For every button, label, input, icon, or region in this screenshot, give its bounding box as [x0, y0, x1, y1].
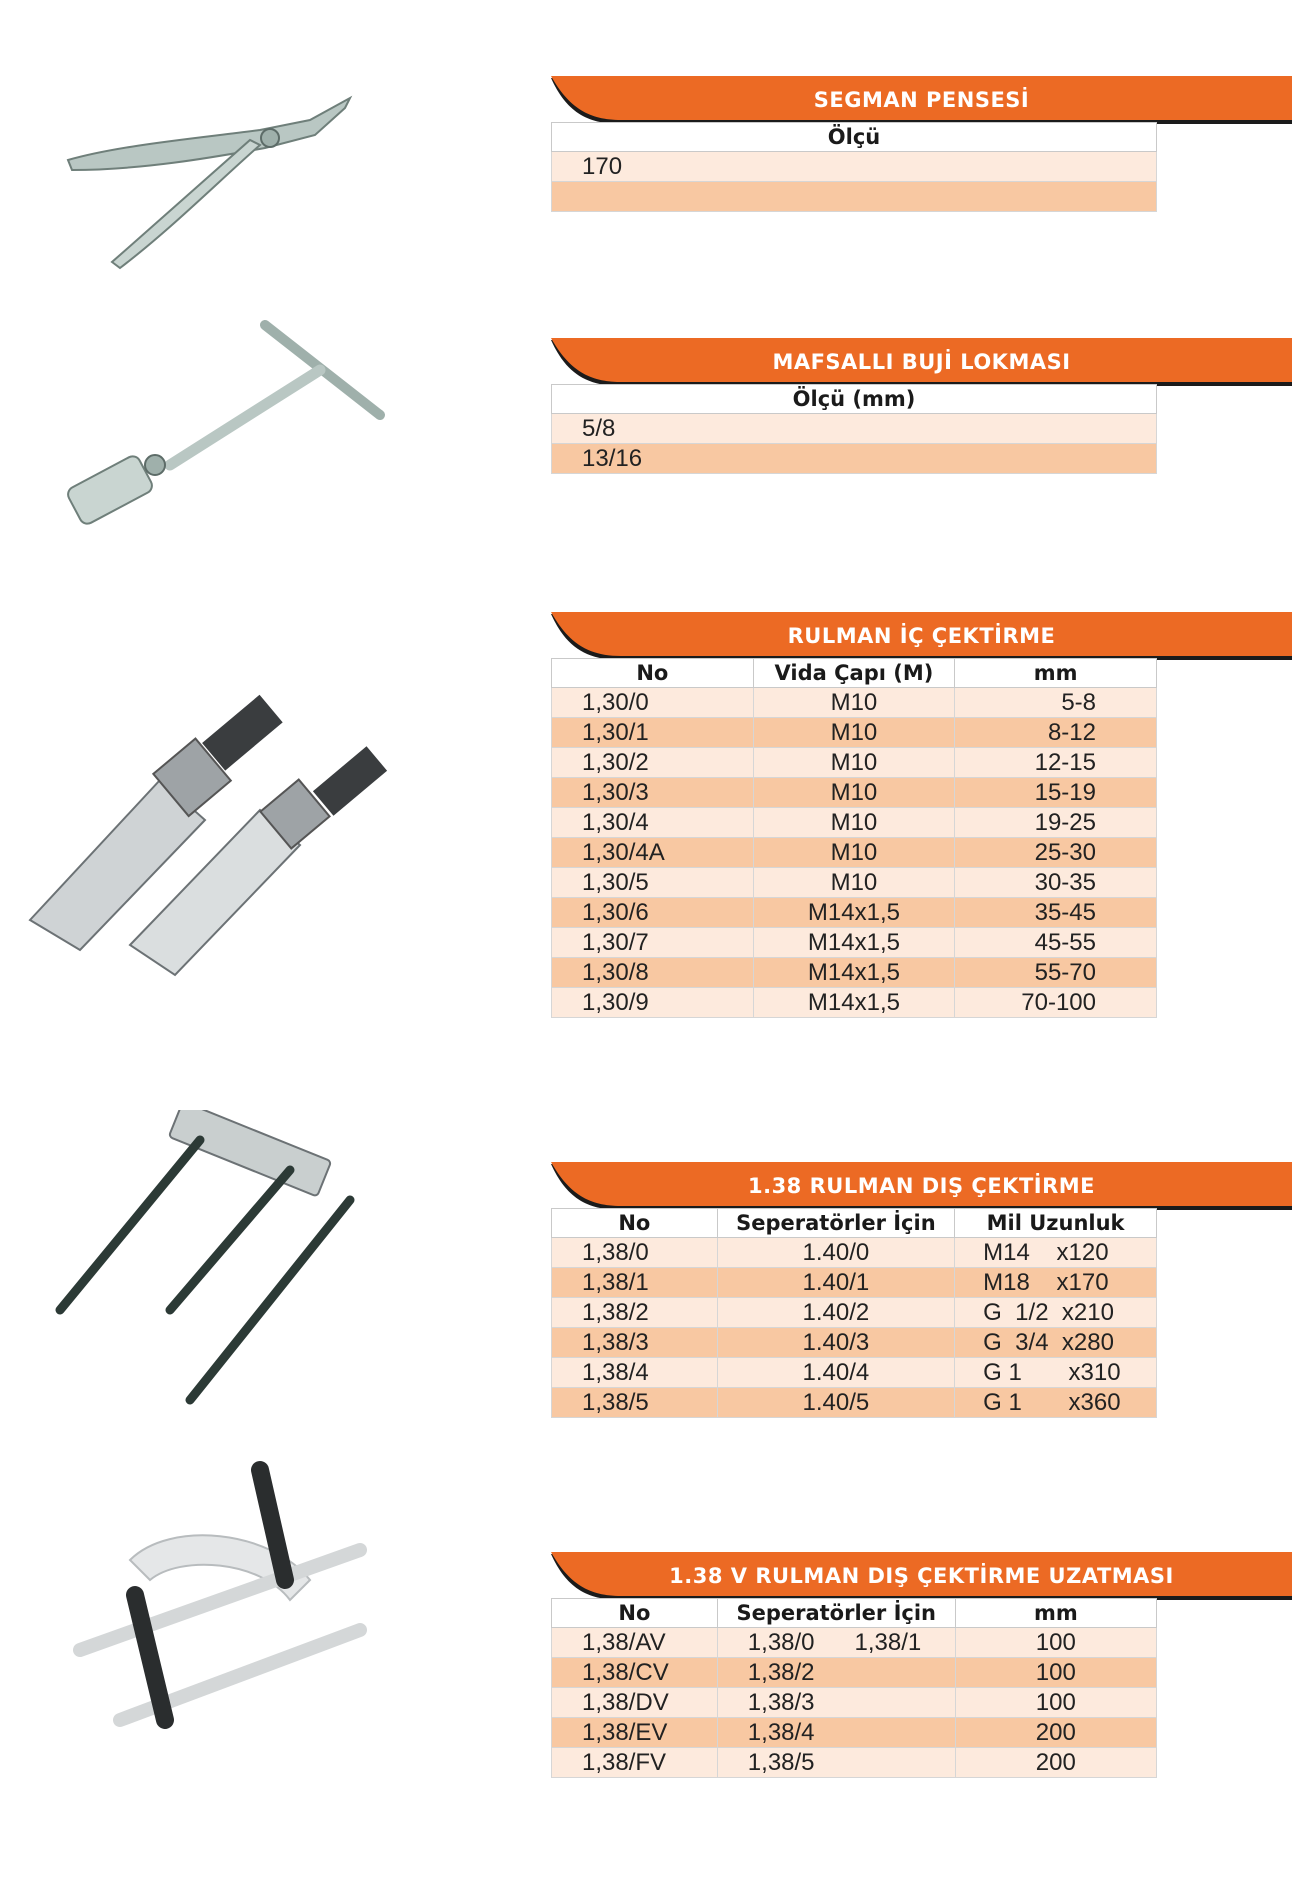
table-cell: 1,30/0: [552, 688, 754, 718]
table-cell: 15-19: [955, 778, 1157, 808]
table-cell: 1,30/3: [552, 778, 754, 808]
section-puller-extension: [551, 1552, 1292, 1778]
table-cell: 100: [955, 1658, 1156, 1688]
spec-table: [551, 122, 1157, 212]
table-cell: M14x1,5: [753, 898, 955, 928]
column-header: mm: [955, 659, 1157, 688]
internal-bearing-puller-image: [10, 690, 420, 990]
table-cell: M14x1,5: [753, 928, 955, 958]
table-cell: 1.40/0: [717, 1238, 955, 1268]
table-cell: 19-25: [955, 808, 1157, 838]
table-cell: 100: [955, 1688, 1156, 1718]
spec-table: [551, 1208, 1157, 1418]
table-cell: M10: [753, 718, 955, 748]
table-cell: G 1 x360: [955, 1388, 1157, 1418]
table-cell: 25-30: [955, 838, 1157, 868]
section-banner: [551, 76, 1292, 126]
table-row: [552, 1358, 1157, 1388]
table-cell: 1.40/5: [717, 1388, 955, 1418]
column-header: Vida Çapı (M): [753, 659, 955, 688]
table-cell: 1,30/6: [552, 898, 754, 928]
spec-table: [551, 384, 1157, 474]
section-title: MAFSALLI BUJİ LOKMASI: [772, 350, 1071, 374]
table-row: [552, 838, 1157, 868]
table-row: [552, 1328, 1157, 1358]
table-cell: 1,38/5: [552, 1388, 718, 1418]
column-header: Ölçü: [552, 123, 1157, 152]
table-cell: 30-35: [955, 868, 1157, 898]
table-row: [552, 1298, 1157, 1328]
table-cell: 1,30/7: [552, 928, 754, 958]
column-header: Seperatörler İçin: [717, 1599, 955, 1628]
section-external-bearing-puller: [551, 1162, 1292, 1418]
table-cell: 200: [955, 1748, 1156, 1778]
table-row: [552, 1658, 1157, 1688]
table-cell: [552, 182, 1157, 212]
table-cell: 200: [955, 1718, 1156, 1748]
section-circlip-pliers: [551, 76, 1292, 212]
section-title: RULMAN İÇ ÇEKTİRME: [787, 624, 1056, 648]
table-row: [552, 718, 1157, 748]
spark-plug-socket-image: [50, 315, 390, 545]
table-row: [552, 928, 1157, 958]
table-cell: M14x1,5: [753, 988, 955, 1018]
section-title: 1.38 V RULMAN DIŞ ÇEKTİRME UZATMASI: [669, 1564, 1174, 1588]
table-cell: 1,38/DV: [552, 1688, 718, 1718]
circlip-pliers-image: [60, 90, 360, 280]
table-row: [552, 1718, 1157, 1748]
table-cell: 1,38/0: [552, 1238, 718, 1268]
spec-table: [551, 1598, 1157, 1778]
table-cell: 1,38/2: [717, 1658, 955, 1688]
table-row: [552, 1268, 1157, 1298]
table-cell: G 3/4 x280: [955, 1328, 1157, 1358]
table-row: [552, 1688, 1157, 1718]
table-cell: 1,30/1: [552, 718, 754, 748]
table-cell: G 1 x310: [955, 1358, 1157, 1388]
table-cell: 70-100: [955, 988, 1157, 1018]
section-spark-plug-socket: [551, 338, 1292, 474]
table-row: [552, 1628, 1157, 1658]
column-header: Seperatörler İçin: [717, 1209, 955, 1238]
table-row: [552, 868, 1157, 898]
spec-table: [551, 658, 1157, 1018]
column-header: No: [552, 659, 754, 688]
table-cell: 1,38/1: [552, 1268, 718, 1298]
table-cell: M10: [753, 748, 955, 778]
section-title: SEGMAN PENSESİ: [813, 88, 1030, 112]
table-cell: 1.40/4: [717, 1358, 955, 1388]
table-cell: M18 x170: [955, 1268, 1157, 1298]
column-header: No: [552, 1599, 718, 1628]
table-cell: 1,38/3: [717, 1688, 955, 1718]
table-cell: 1,38/FV: [552, 1748, 718, 1778]
section-title: 1.38 RULMAN DIŞ ÇEKTİRME: [747, 1174, 1096, 1198]
table-cell: 1,30/5: [552, 868, 754, 898]
table-cell: 1,38/4: [717, 1718, 955, 1748]
table-cell: 170: [552, 152, 1157, 182]
table-cell: 1,30/4: [552, 808, 754, 838]
table-cell: 1,38/AV: [552, 1628, 718, 1658]
table-cell: 1,38/4: [552, 1358, 718, 1388]
table-row: [552, 958, 1157, 988]
puller-extension-image: [60, 1460, 380, 1770]
table-cell: 1,38/5: [717, 1748, 955, 1778]
table-cell: 1,38/0 1,38/1: [717, 1628, 955, 1658]
external-bearing-puller-image: [50, 1110, 380, 1410]
section-banner: [551, 612, 1292, 662]
table-cell: 8-12: [955, 718, 1157, 748]
table-cell: 45-55: [955, 928, 1157, 958]
table-row: [552, 688, 1157, 718]
column-header: No: [552, 1209, 718, 1238]
table-cell: 1.40/3: [717, 1328, 955, 1358]
table-cell: M10: [753, 838, 955, 868]
table-cell: 1,30/2: [552, 748, 754, 778]
column-header: mm: [955, 1599, 1156, 1628]
table-cell: 1,30/8: [552, 958, 754, 988]
table-cell: G 1/2 x210: [955, 1298, 1157, 1328]
table-cell: 13/16: [552, 444, 1157, 474]
table-cell: 5-8: [955, 688, 1157, 718]
table-cell: 1,38/CV: [552, 1658, 718, 1688]
table-cell: M14x1,5: [753, 958, 955, 988]
table-cell: 1,30/4A: [552, 838, 754, 868]
table-cell: 35-45: [955, 898, 1157, 928]
column-header: Ölçü (mm): [552, 385, 1157, 414]
table-cell: 12-15: [955, 748, 1157, 778]
column-header: Mil Uzunluk: [955, 1209, 1157, 1238]
table-row: [552, 1748, 1157, 1778]
table-row: [552, 748, 1157, 778]
table-cell: 5/8: [552, 414, 1157, 444]
table-cell: M10: [753, 868, 955, 898]
table-row: [552, 808, 1157, 838]
table-row: [552, 1388, 1157, 1418]
table-cell: M14 x120: [955, 1238, 1157, 1268]
section-banner: [551, 1162, 1292, 1212]
table-row: [552, 778, 1157, 808]
table-cell: 1.40/2: [717, 1298, 955, 1328]
table-row: [552, 988, 1157, 1018]
table-cell: 1,30/9: [552, 988, 754, 1018]
table-cell: M10: [753, 778, 955, 808]
table-cell: M10: [753, 688, 955, 718]
table-cell: 1,38/3: [552, 1328, 718, 1358]
table-cell: 100: [955, 1628, 1156, 1658]
table-row: [552, 1238, 1157, 1268]
section-banner: [551, 338, 1292, 388]
table-cell: 1,38/2: [552, 1298, 718, 1328]
table-cell: 55-70: [955, 958, 1157, 988]
table-cell: 1,38/EV: [552, 1718, 718, 1748]
section-internal-bearing-puller: [551, 612, 1292, 1018]
table-row: [552, 898, 1157, 928]
section-banner: [551, 1552, 1292, 1602]
table-cell: M10: [753, 808, 955, 838]
table-cell: 1.40/1: [717, 1268, 955, 1298]
